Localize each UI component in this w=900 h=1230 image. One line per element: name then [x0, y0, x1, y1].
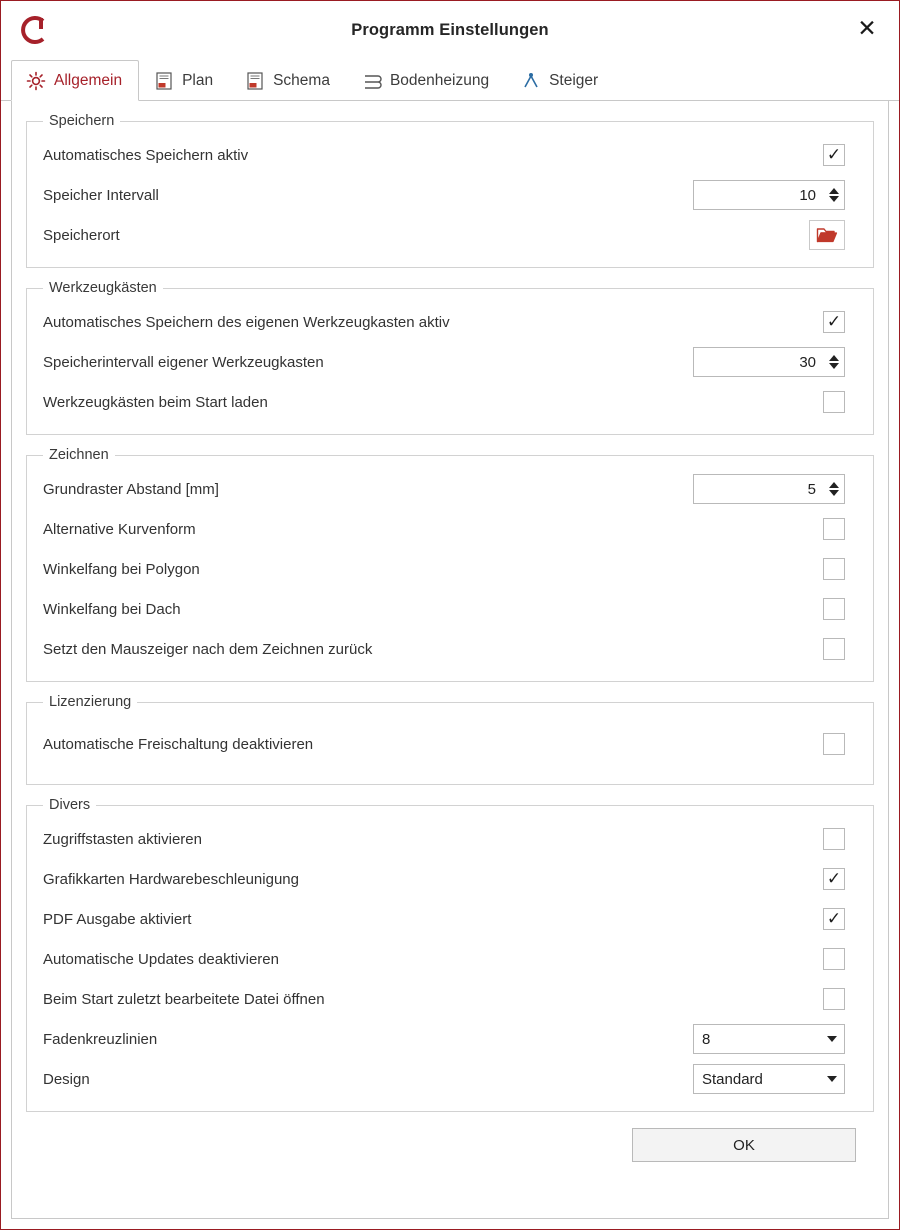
checkbox-toolbox-auto-save[interactable]: ✓ — [823, 311, 845, 333]
tab-label: Schema — [273, 71, 330, 89]
row-label: Fadenkreuzlinien — [43, 1030, 158, 1048]
row-pdf-output — [39, 899, 861, 939]
row-disable-updates — [39, 939, 861, 979]
folder-open-icon[interactable] — [809, 220, 845, 250]
tab-bodenheizung[interactable] — [347, 60, 506, 100]
ok-button[interactable]: OK — [632, 1128, 856, 1162]
chevron-down-icon[interactable] — [820, 1036, 844, 1042]
group-legend: Zeichnen — [49, 447, 109, 463]
spinner-value: 30 — [799, 353, 816, 371]
spinner-arrows-icon[interactable] — [824, 181, 844, 209]
spinner-value: 10 — [799, 186, 816, 204]
row-crosshair-lines — [39, 1019, 861, 1059]
tab-plan[interactable] — [139, 60, 230, 100]
checkbox-open-last-file[interactable] — [823, 988, 845, 1010]
select-value: Standard — [702, 1070, 763, 1088]
row-label: Winkelfang bei Dach — [43, 600, 181, 618]
chevron-down-icon[interactable] — [820, 1076, 844, 1082]
row-label: Setzt den Mauszeiger nach dem Zeichnen zurück — [43, 640, 373, 658]
row-toolbox-auto-save — [39, 302, 861, 342]
checkbox-access-keys[interactable] — [823, 828, 845, 850]
tab-label: Allgemein — [54, 71, 123, 89]
row-angle-snap-polygon — [39, 549, 861, 589]
checkbox-angle-snap-polygon[interactable] — [823, 558, 845, 580]
spinner-save-interval[interactable] — [693, 180, 845, 210]
checkbox-disable-updates[interactable] — [823, 948, 845, 970]
plan-document-icon — [154, 71, 174, 91]
row-label: Speicher Intervall — [43, 186, 159, 204]
tab-label: Plan — [182, 71, 214, 89]
select-crosshair-lines[interactable] — [693, 1024, 845, 1054]
row-label: Winkelfang bei Polygon — [43, 560, 200, 578]
schema-document-icon — [245, 71, 265, 91]
tab-bar — [1, 59, 899, 101]
row-label: Alternative Kurvenform — [43, 520, 196, 538]
row-label: Automatische Freischaltung deaktivieren — [43, 735, 314, 753]
spinner-arrows-icon[interactable] — [824, 348, 844, 376]
settings-content — [11, 101, 889, 1219]
row-label: Automatisches Speichern aktiv — [43, 146, 249, 164]
row-design — [39, 1059, 861, 1099]
sun-gear-icon — [26, 71, 46, 91]
row-alternative-curve — [39, 509, 861, 549]
row-label: PDF Ausgabe aktiviert — [43, 910, 192, 928]
row-label: Grafikkarten Hardwarebeschleunigung — [43, 870, 299, 888]
group-zeichnen — [26, 447, 874, 682]
row-label: Automatisches Speichern des eigenen Werkzeugkasten aktiv — [43, 313, 450, 331]
row-label: Automatische Updates deaktivieren — [43, 950, 279, 968]
checkbox-toolbox-load-on-start[interactable] — [823, 391, 845, 413]
tab-allgemein[interactable] — [11, 60, 139, 101]
row-gpu-acceleration — [39, 859, 861, 899]
row-label: Zugriffstasten aktivieren — [43, 830, 202, 848]
row-save-location — [39, 215, 861, 255]
checkbox-disable-auto-activation[interactable] — [823, 733, 845, 755]
riser-icon — [521, 71, 541, 91]
spinner-value: 5 — [807, 480, 816, 498]
checkbox-gpu-acceleration[interactable]: ✓ — [823, 868, 845, 890]
group-legend: Lizenzierung — [49, 694, 132, 710]
tab-steiger[interactable] — [506, 60, 615, 100]
dialog-footer — [26, 1124, 874, 1162]
tab-schema[interactable] — [230, 60, 347, 100]
checkbox-alternative-curve[interactable] — [823, 518, 845, 540]
row-save-interval — [39, 175, 861, 215]
checkbox-auto-save-active[interactable]: ✓ — [823, 144, 845, 166]
spinner-toolbox-save-interval[interactable] — [693, 347, 845, 377]
spinner-grid-spacing[interactable] — [693, 474, 845, 504]
close-icon[interactable]: ✕ — [857, 16, 877, 42]
row-grid-spacing — [39, 469, 861, 509]
row-label: Grundraster Abstand [mm] — [43, 480, 219, 498]
group-speichern — [26, 113, 874, 268]
page-title: Programm Einstellungen — [351, 20, 549, 39]
group-lizenzierung — [26, 694, 874, 785]
row-label: Speicherort — [43, 226, 120, 244]
row-disable-auto-activation — [39, 716, 861, 772]
select-design[interactable] — [693, 1064, 845, 1094]
checkbox-pdf-output[interactable]: ✓ — [823, 908, 845, 930]
app-logo-c-icon — [15, 13, 49, 47]
row-label: Speicherintervall eigener Werkzeugkasten — [43, 353, 324, 371]
row-label: Beim Start zuletzt bearbeitete Datei öffnen — [43, 990, 325, 1008]
tab-label: Bodenheizung — [389, 71, 490, 89]
row-reset-cursor — [39, 629, 861, 669]
group-divers — [26, 797, 874, 1112]
row-label: Werkzeugkästen beim Start laden — [43, 393, 268, 411]
row-angle-snap-roof — [39, 589, 861, 629]
checkbox-angle-snap-roof[interactable] — [823, 598, 845, 620]
group-werkzeugkaesten — [26, 280, 874, 435]
row-open-last-file — [39, 979, 861, 1019]
group-legend: Divers — [49, 797, 91, 813]
group-legend: Werkzeugkästen — [49, 280, 157, 296]
row-access-keys — [39, 819, 861, 859]
select-value: 8 — [702, 1030, 711, 1048]
row-auto-save-active — [39, 135, 861, 175]
row-label: Design — [43, 1070, 90, 1088]
tab-label: Steiger — [549, 71, 599, 89]
floor-heating-icon — [362, 71, 382, 91]
title-bar — [1, 1, 899, 59]
checkbox-reset-cursor[interactable] — [823, 638, 845, 660]
row-toolbox-load-on-start — [39, 382, 861, 422]
group-legend: Speichern — [49, 113, 115, 129]
spinner-arrows-icon[interactable] — [824, 475, 844, 503]
row-toolbox-save-interval — [39, 342, 861, 382]
